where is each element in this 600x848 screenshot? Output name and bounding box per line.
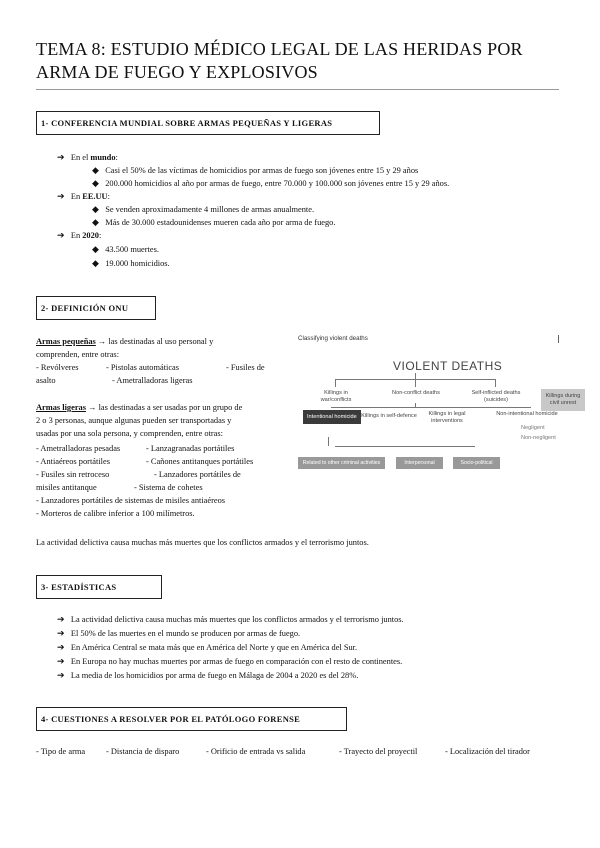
diagram-self-defence: Killings in self-defence [361, 413, 417, 419]
s1-group-mundo: ➔ En el mundo: [57, 152, 118, 162]
list-item: misiles antitanque [36, 483, 97, 492]
diamond-bullet-icon: ◆ [92, 244, 99, 254]
s1-item: ◆ Casi el 50% de las víctimas de homicidios por armas de fuego son jóvenes entre 15 y 29 años [92, 165, 419, 175]
diagram-cat-war: Killings in war/conflicts [320, 390, 352, 403]
list-item: - Lanzadores portátiles de [154, 470, 241, 479]
list-item: - Fusiles sin retroceso [36, 470, 110, 479]
list-item: - Fusiles de [226, 363, 265, 372]
list-item: - Lanzagranadas portátiles [146, 444, 235, 453]
s4-item: - Tipo de arma [36, 747, 86, 756]
arrow-icon: ➔ [57, 670, 65, 680]
list-item: - Ametralladoras pesadas [36, 444, 121, 453]
s1-item: ◆ Se venden aproximadamente 4 millones de armas anualmente. [92, 204, 315, 214]
title-line-1: TEMA 8: ESTUDIO MÉDICO LEGAL DE LAS HERIDAS POR [36, 39, 523, 59]
diagram-cat-nonconflict: Non-conflict deaths [392, 390, 440, 396]
diagram-connector [328, 437, 329, 446]
diagram-cat-suicide: Self-inflicted deaths (suicides) [471, 390, 521, 403]
arrow-icon: ➔ [57, 230, 65, 240]
s1-item: ◆ 43.500 muertes. [92, 244, 159, 254]
list-item: - Pistolas automáticas [106, 363, 180, 372]
s1-item: ◆ Más de 30.000 estadounidenses mueren cada año por arma de fuego. [92, 217, 336, 227]
title-line-2: ARMA DE FUEGO Y EXPLOSIVOS [36, 62, 318, 82]
diamond-bullet-icon: ◆ [92, 178, 99, 188]
s3-item: ➔ En América Central se mata más que en América del Norte y que en América del Sur. [57, 642, 358, 652]
s1-group-eeuu: ➔ En EE.UU: [57, 191, 110, 201]
list-item: - Morteros de calibre inferior a 100 milímetros. [36, 509, 195, 518]
diagram-edge-mark [558, 335, 559, 343]
diamond-bullet-icon: ◆ [92, 258, 99, 268]
arrow-icon: ➔ [57, 628, 65, 638]
small-arms-definition: Armas pequeñas → las destinadas al uso personal y comprenden, entre otras: [36, 337, 214, 359]
arrow-icon: ➔ [57, 191, 65, 201]
diagram-connector [415, 403, 416, 407]
arrow-icon: ➔ [57, 656, 65, 666]
list-item: - Revólveres [36, 363, 79, 372]
light-arms-term: Armas ligeras [36, 403, 87, 412]
diagram-intentional-homicide: Intentional homicide [303, 410, 361, 424]
list-item: - Antiaéreos portátiles [36, 457, 110, 466]
title-divider [36, 89, 559, 90]
arrow-icon: ➔ [57, 152, 65, 162]
s4-item: - Orificio de entrada vs salida [206, 747, 306, 756]
diagram-sub-criminal: Related to other criminal activities [298, 457, 385, 469]
s1-item: ◆ 200.000 homicidios al año por armas de fuego, entre 70.000 y 100.000 son jóvenes entre 15 y 29 años. [92, 178, 450, 188]
diagram-sub-interpersonal: Interpersonal [396, 457, 443, 469]
diamond-bullet-icon: ◆ [92, 204, 99, 214]
diagram-nonnegligent: Non-negligent [521, 435, 556, 441]
diagram-sub-sociopolitical: Socio-political [453, 457, 500, 469]
s4-item: - Distancia de disparo [106, 747, 180, 756]
diamond-bullet-icon: ◆ [92, 217, 99, 227]
diagram-nonintentional: Non-intentional homicide [496, 411, 558, 417]
section-3-heading: 3- ESTADÍSTICAS [36, 575, 162, 599]
small-arms-term: Armas pequeñas [36, 337, 96, 346]
diagram-connector [415, 373, 416, 387]
arrow-icon: ➔ [57, 642, 65, 652]
list-item: - Cañones antitanques portátiles [146, 457, 254, 466]
list-item: - Lanzadores portátiles de sistemas de misiles antiaéreos [36, 496, 226, 505]
diagram-connector [335, 379, 336, 387]
section-1-heading: 1- CONFERENCIA MUNDIAL SOBRE ARMAS PEQUEÑAS Y LIGERAS [36, 111, 380, 135]
diagram-main-label: VIOLENT DEATHS [393, 359, 503, 373]
s1-item: ◆ 19.000 homicidios. [92, 258, 170, 268]
section-2-closing: La actividad delictiva causa muchas más muertes que los conflictos armados y el terrorismo juntos. [36, 538, 369, 547]
s3-item: ➔ El 50% de las muertes en el mundo se producen por armas de fuego. [57, 628, 301, 638]
diagram-cat-civil-unrest: Killings during civil unrest [541, 389, 585, 411]
diagram-connector [495, 379, 496, 387]
diagram-connector [331, 407, 531, 408]
list-item: asalto [36, 376, 56, 385]
s3-item: ➔ La media de los homicidios por arma de fuego en Málaga de 2004 a 2020 es del 28%. [57, 670, 359, 680]
list-item: - Ametralladoras ligeras [112, 376, 193, 385]
light-arms-definition: Armas ligeras → las destinadas a ser usadas por un grupo de 2 o 3 personas, aunque algunas pueden ser transportadas y usadas por una sola persona, y comprenden, entre otras: [36, 403, 243, 438]
s3-item: ➔ La actividad delictiva causa muchas más muertes que los conflictos armados y el terrorismo juntos. [57, 614, 404, 624]
violent-deaths-diagram [295, 333, 581, 473]
page-title [36, 38, 566, 84]
diagram-connector [335, 446, 475, 447]
section-2-heading: 2- DEFINICIÓN ONU [36, 296, 156, 320]
s4-item: - Trayecto del proyectil [339, 747, 418, 756]
arrow-icon: ➔ [57, 614, 65, 624]
section-4-heading: 4- CUESTIONES A RESOLVER POR EL PATÓLOGO FORENSE [36, 707, 347, 731]
s1-group-2020: ➔ En 2020: [57, 230, 102, 240]
diagram-legal-interventions: Killings in legal interventions [428, 411, 466, 424]
diamond-bullet-icon: ◆ [92, 165, 99, 175]
diagram-caption: Classifying violent deaths [298, 335, 368, 342]
s4-item: - Localización del tirador [445, 747, 530, 756]
s3-item: ➔ En Europa no hay muchas muertes por armas de fuego en comparación con el resto de continentes. [57, 656, 403, 666]
list-item: - Sistema de cohetes [134, 483, 203, 492]
diagram-negligent: Negligent [521, 425, 545, 431]
